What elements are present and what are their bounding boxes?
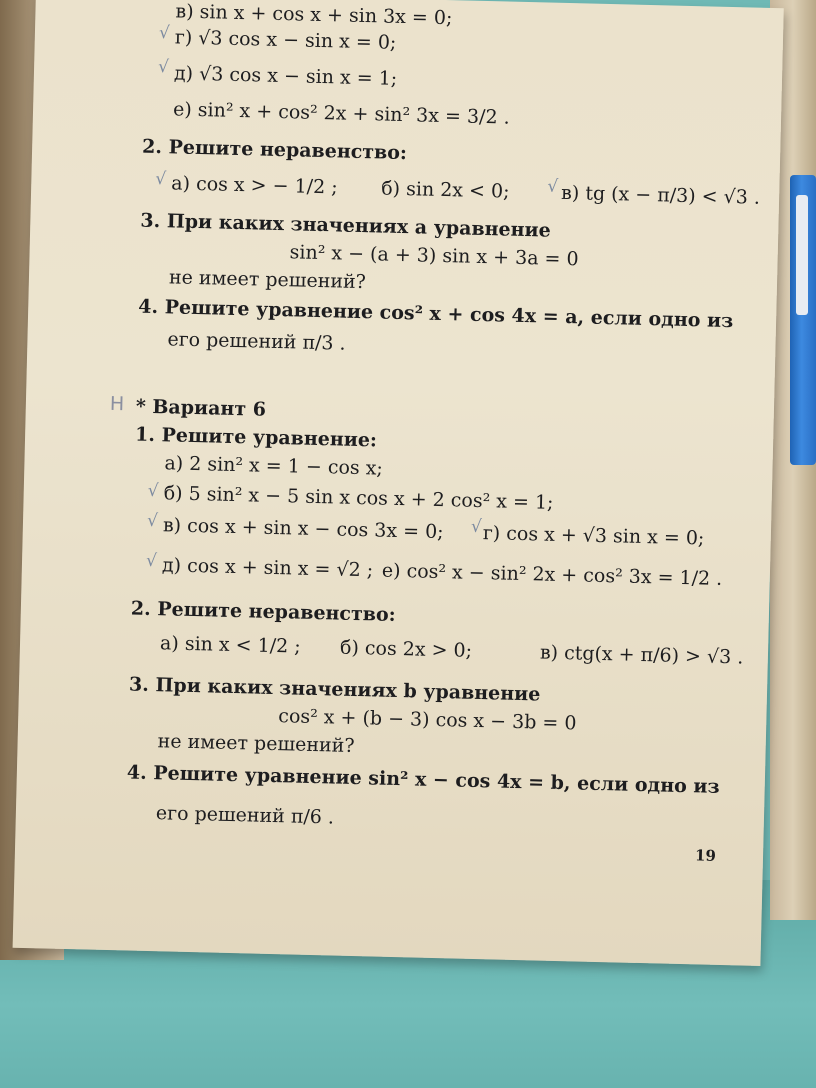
check-mark: √	[157, 57, 170, 78]
equation-g: г) √3 cos x − sin x = 0;	[174, 26, 397, 54]
partial-line: в) sin x + cos x + sin 3x = 0;	[175, 0, 453, 30]
check-mark: √	[547, 176, 559, 197]
v6-task1-title: 1. Решите уравнение:	[134, 423, 378, 452]
check-mark: √	[470, 516, 483, 538]
v6-task2-c: в) ctg(x + π/6) > √3 .	[539, 641, 744, 669]
task3-end: не имеет решений?	[168, 266, 367, 294]
task3-title: 3. При каких значениях a уравнение	[140, 209, 552, 242]
v6-task1-d: д) cos x + sin x = √2 ;	[161, 554, 374, 582]
task3-equation: sin² x − (a + 3) sin x + 3a = 0	[289, 241, 579, 271]
task4-line2: его решений π/3 .	[167, 328, 346, 355]
check-mark: √	[147, 480, 159, 502]
textbook-page	[13, 0, 784, 966]
v6-task2-title: 2. Решите неравенство:	[130, 597, 396, 626]
v6-task3-end: не имеет решений?	[157, 730, 355, 758]
v6-task3-title: 3. При каких значениях b уравнение	[128, 673, 541, 706]
pen-clip	[796, 195, 808, 315]
v6-task1-g: г) cos x + √3 sin x = 0;	[482, 522, 705, 550]
check-mark: √	[158, 23, 171, 44]
v6-task2-a: а) sin x < 1/2 ;	[159, 632, 301, 658]
task4-line1: 4. Решите уравнение cos² x + cos 4x = a, если одно из	[138, 295, 734, 333]
v6-task4-line2: его решений π/6 .	[155, 802, 335, 829]
page-content	[109, 0, 761, 865]
v6-task1-a: а) 2 sin² x = 1 − cos x;	[164, 452, 384, 480]
v6-task4-line1: 4. Решите уравнение sin² x − cos 4x = b, если одно из	[126, 761, 720, 798]
margin-note: Н	[109, 392, 125, 416]
v6-task3-equation: cos² x + (b − 3) cos x − 3b = 0	[278, 705, 577, 735]
task2-a: а) cos x > − 1/2 ;	[171, 172, 338, 199]
check-mark: √	[145, 550, 158, 572]
task2-c: в) tg (x − π/3) < √3 .	[560, 181, 761, 209]
task2-title: 2. Решите неравенство:	[141, 135, 408, 165]
v6-task1-b: б) 5 sin² x − 5 sin x cos x + 2 cos² x = 1;	[163, 482, 554, 514]
check-mark: √	[155, 168, 167, 190]
variant-title: * Вариант 6	[135, 395, 267, 421]
page-number: 19	[694, 846, 717, 865]
equation-d: д) √3 cos x − sin x = 1;	[173, 62, 398, 90]
v6-task2-b: б) cos 2x > 0;	[339, 636, 473, 662]
task2-b: б) sin 2x < 0;	[380, 177, 510, 203]
v6-task1-v: в) cos x + sin x − cos 3x = 0;	[162, 514, 444, 544]
v6-task1-e: е) cos² x − sin² 2x + cos² 3x = 1/2 .	[381, 559, 723, 590]
check-mark: √	[146, 510, 159, 532]
equation-e: е) sin² x + cos² 2x + sin² 3x = 3/2 .	[172, 98, 510, 129]
